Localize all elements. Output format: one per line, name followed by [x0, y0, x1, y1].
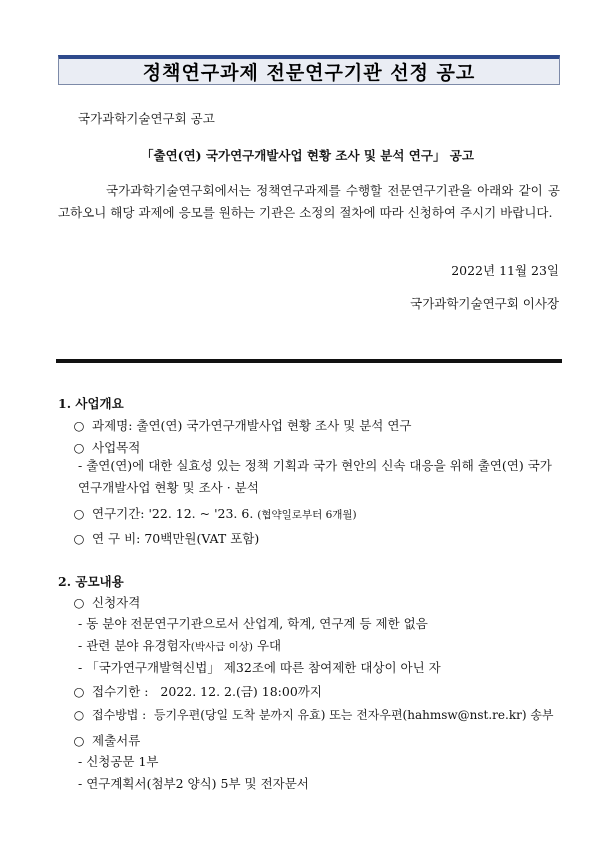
signature: 국가과학기술연구회 이사장	[410, 296, 559, 311]
document-line: - 연구계획서(첨부2 양식) 5부 및 전자문서	[78, 776, 309, 791]
deadline-label: 접수기한 :	[92, 684, 149, 699]
circle-bullet-icon: ○	[73, 418, 85, 433]
circle-bullet-icon: ○	[73, 708, 85, 722]
qualification-text: - 관련 분야 유경험자	[78, 638, 191, 653]
period-note: (협약일로부터 6개월)	[257, 509, 357, 521]
qualification-line: - 「국가연구개발혁신법」 제32조에 따른 참여제한 대상이 아닌 자	[78, 660, 441, 675]
qualification-suffix: 우대	[253, 638, 282, 653]
purpose-label: 사업목적	[92, 440, 141, 455]
budget-item	[72, 529, 259, 547]
document-line: - 신청공문 1부	[78, 754, 159, 769]
qualification-label: 신청자격	[92, 595, 141, 610]
method-label: 접수방법 :	[92, 708, 147, 722]
purpose-detail: - 출연(연)에 대한 실효성 있는 정책 기획과 국가 현안의 신속 대응을 위해 출연(연) 국가연구개발사업 현황 및 조사 · 분석	[78, 458, 552, 495]
title-banner	[58, 55, 560, 85]
method-value: 등기우편(당일 도착 분까지 유효) 또는 전자우편(hahmsw@nst.re.kr) 송부	[153, 708, 554, 722]
circle-bullet-icon: ○	[73, 684, 85, 699]
task-name-item	[72, 416, 412, 434]
circle-bullet-icon: ○	[73, 733, 85, 748]
documents-item	[72, 731, 140, 749]
qualification-note: (박사급 이상)	[190, 641, 253, 653]
qualification-line: - 동 분야 전문연구기관으로서 산업계, 학계, 연구계 등 제한 없음	[78, 616, 428, 631]
budget: 연 구 비: 70백만원(VAT 포함)	[92, 531, 260, 546]
circle-bullet-icon: ○	[73, 595, 85, 610]
notice-date: 2022년 11월 23일	[451, 263, 559, 278]
section-divider	[56, 359, 562, 363]
intro-text: 국가과학기술연구회에서는 정책연구과제를 수행할 전문연구기관을 아래와 같이 공고하오니 해당 과제에 응모를 원하는 기관은 소정의 절차에 따라 신청하여 주시기 바랍니다.	[58, 183, 560, 220]
qualification-line	[78, 636, 281, 654]
document-title: 정책연구과제 전문연구기관 선정 공고	[142, 62, 476, 84]
qualification-item	[72, 593, 140, 611]
documents-label: 제출서류	[92, 733, 141, 748]
deadline-item	[72, 682, 322, 700]
intro-paragraph	[58, 180, 560, 224]
task-name: 과제명: 출연(연) 국가연구개발사업 현황 조사 및 분석 연구	[92, 418, 412, 433]
period: 연구기간: '22. 12. ~ '23. 6.	[92, 506, 254, 521]
notice-subject: 「출연(연) 국가연구개발사업 현황 조사 및 분석 연구」 공고	[141, 148, 474, 163]
method-item	[72, 706, 554, 723]
deadline-value: 2022. 12. 2.(금) 18:00까지	[160, 684, 322, 699]
section2-heading: 2. 공모내용	[58, 574, 124, 589]
circle-bullet-icon: ○	[73, 531, 85, 546]
circle-bullet-icon: ○	[73, 440, 85, 455]
circle-bullet-icon: ○	[73, 506, 85, 521]
purpose-item	[72, 438, 140, 456]
section1-heading: 1. 사업개요	[58, 396, 124, 411]
org-notice: 국가과학기술연구회 공고	[78, 111, 215, 126]
period-item	[72, 504, 357, 522]
